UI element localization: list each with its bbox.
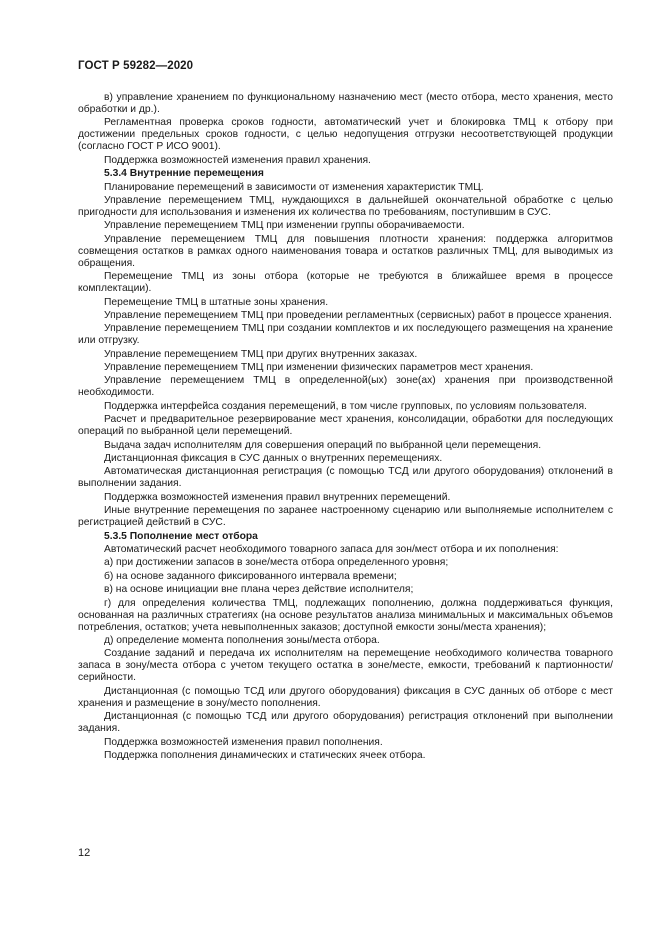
paragraph: Управление перемещением ТМЦ, нуждающихся в дальнейшей окончательной обработке с целью пригодности для использования и изменения их количества по требованиям, поступившим в СУС. (78, 194, 613, 218)
paragraph: Поддержка возможностей изменения правил пополнения. (104, 736, 383, 748)
paragraph: Поддержка возможностей изменения правил внутренних перемещений. (104, 491, 451, 503)
paragraph: Расчет и предварительное резервирование мест хранения, консолидации, обработки для последующих операций по выбранной цели перемещений. (78, 414, 613, 438)
paragraph: Регламентная проверка сроков годности, автоматический учет и блокировка ТМЦ к отбору при достижении предельных сроков годности, с целью недопущения отгрузки несоответствующей продукции (согласно ГОСТ Р ИСО 9001). (78, 117, 613, 153)
paragraph: Перемещение ТМЦ из зоны отбора (которые не требуются в ближайшее время в процессе комплектации). (78, 271, 613, 295)
section-heading: 5.3.5 Пополнение мест отбора (104, 530, 258, 542)
paragraph: г) для определения количества ТМЦ, подлежащих пополнению, должна поддерживаться функция, основанная на различных стратегиях (на основе результатов анализа минимальных и максимальных объемов потребления, остатков; учета невыполненных заказов; доступной емкости зоны/места хранения); (78, 597, 613, 633)
paragraph: Управление перемещением ТМЦ при изменении группы оборачиваемости. (104, 220, 465, 232)
paragraph: д) определение момента пополнения зоны/места отбора. (104, 634, 380, 646)
paragraph: Автоматический расчет необходимого товарного запаса для зон/мест отбора и их пополнения: (104, 543, 559, 555)
paragraph: Планирование перемещений в зависимости от изменения характеристик ТМЦ. (104, 181, 484, 193)
paragraph: Перемещение ТМЦ в штатные зоны хранения. (104, 296, 329, 308)
paragraph: Дистанционная фиксация в СУС данных о внутренних перемещениях. (104, 453, 443, 465)
page-number: 12 (78, 847, 91, 859)
paragraph: Поддержка интерфейса создания перемещений, в том числе групповых, по условиям пользователя. (104, 400, 587, 412)
document-body (78, 92, 613, 763)
paragraph: Поддержка возможностей изменения правил хранения. (104, 154, 371, 166)
paragraph: Автоматическая дистанционная регистрация (с помощью ТСД или другого оборудования) отклонений в выполнении задания. (78, 466, 613, 490)
paragraph: Управление перемещением ТМЦ при изменении физических параметров мест хранения. (104, 362, 534, 374)
paragraph: Управление перемещением ТМЦ при других внутренних заказах. (104, 348, 418, 360)
paragraph: Создание заданий и передача их исполнителям на перемещение необходимого количества товарного запаса в зону/места отбора с учетом текущего остатка в зоне/месте, емкости, требований к партионности/серийности. (78, 648, 613, 684)
paragraph: б) на основе заданного фиксированного интервала времени; (104, 570, 397, 582)
paragraph: Дистанционная (с помощью ТСД или другого оборудования) фиксация в СУС данных об отборе с мест хранения и размещение в зону/место пополнения. (78, 685, 613, 709)
paragraph: Дистанционная (с помощью ТСД или другого оборудования) регистрация отклонений при выполнении задания. (78, 711, 613, 735)
paragraph: Иные внутренние перемещения по заранее настроенному сценарию или выполняемые исполнителем с регистрацией действий в СУС. (78, 505, 613, 529)
paragraph: Управление перемещением ТМЦ для повышения плотности хранения: поддержка алгоритмов совмещения остатков в рамках одного наименования товара и остатков различных ТМЦ, для выводимых из обращения. (78, 233, 613, 269)
paragraph: в) управление хранением по функциональному назначению мест (место отбора, место хранения, место обработки и др.). (78, 92, 613, 115)
paragraph: Управление перемещением ТМЦ при проведении регламентных (сервисных) работ в процессе хранения. (104, 309, 612, 321)
paragraph: в) на основе инициации вне плана через действие исполнителя; (104, 584, 414, 596)
paragraph: а) при достижении запасов в зоне/места отбора определенного уровня; (104, 557, 449, 569)
paragraph: Выдача задач исполнителям для совершения операций по выбранной цели перемещения. (104, 439, 542, 451)
paragraph: Управление перемещением ТМЦ в определенной(ых) зоне(ах) хранения при производственной необходимости. (78, 375, 613, 399)
paragraph: Поддержка пополнения динамических и статических ячеек отбора. (104, 749, 426, 761)
document-code-header: ГОСТ Р 59282—2020 (78, 60, 194, 72)
paragraph: Управление перемещением ТМЦ при создании комплектов и их последующего размещения на хранение или отгрузку. (78, 323, 613, 347)
section-heading: 5.3.4 Внутренние перемещения (104, 168, 264, 180)
